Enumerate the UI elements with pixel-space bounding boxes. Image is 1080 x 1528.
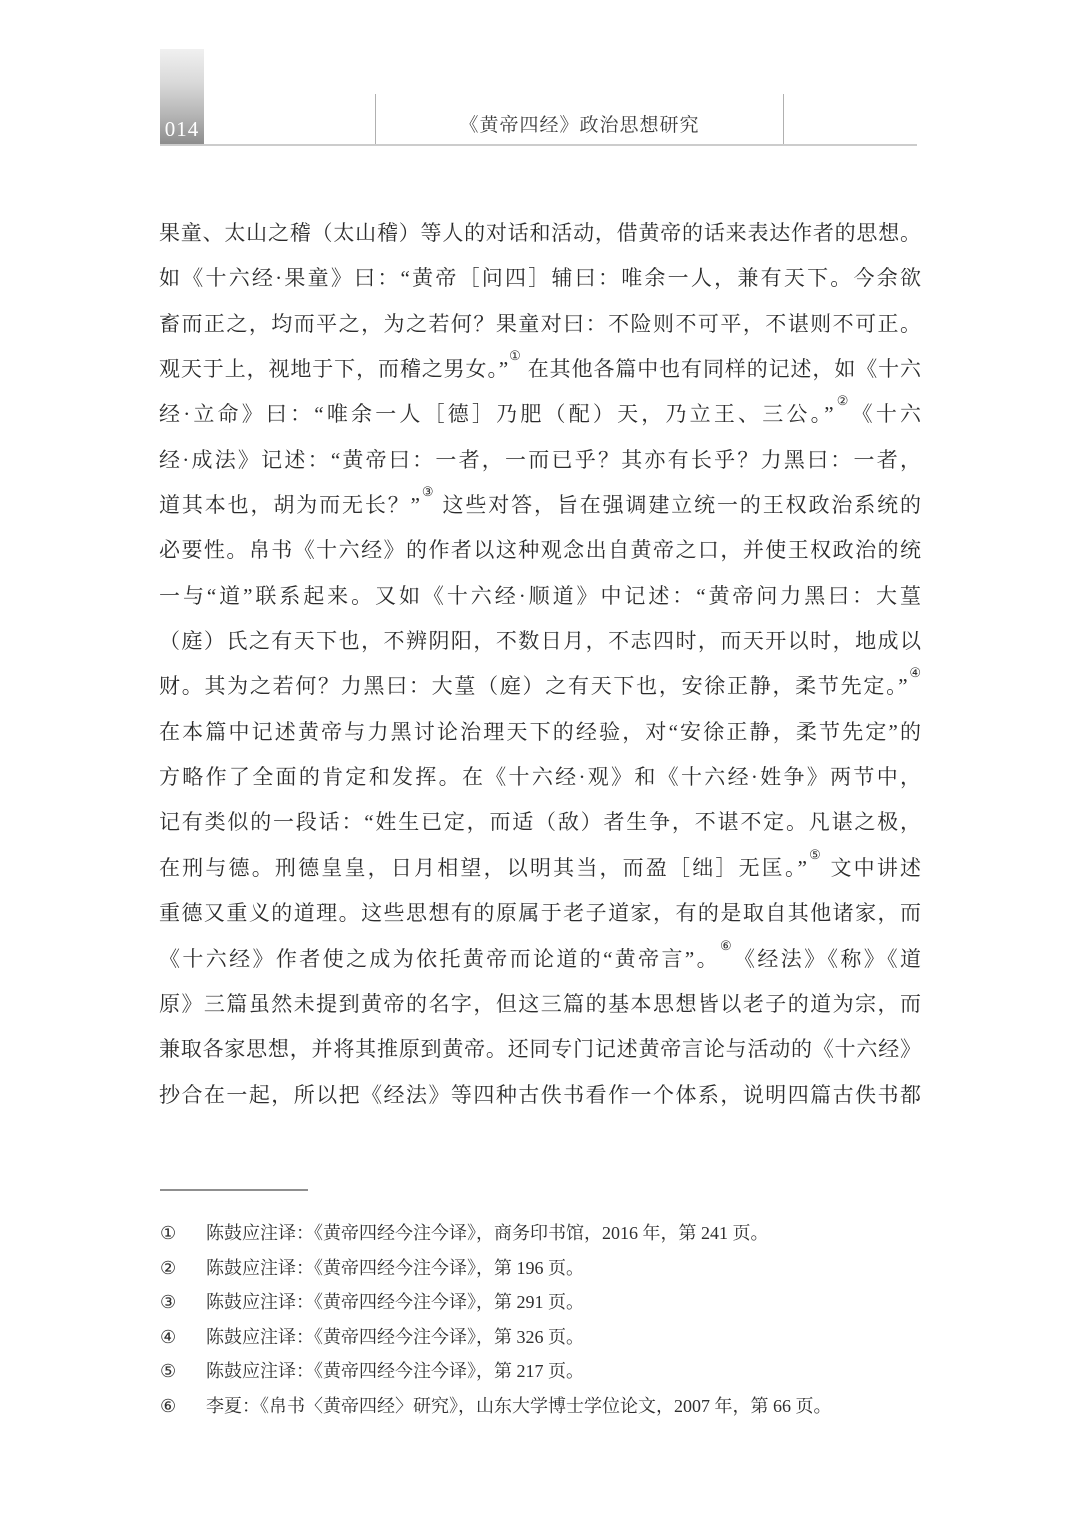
footnote-text: 陈鼓应注译：《黄帝四经今注今译》，第 326 页。 [206, 1326, 584, 1347]
body-text-line: 经·成法》记述：“黄帝曰：一者，一而已乎？其亦有长乎？力黑曰：一者， [159, 447, 921, 472]
body-text-line: 畜而正之，均而平之，为之若何？果童对曰：不险则不可平，不谌则不可正。 [159, 311, 921, 336]
body-text-line: 道其本也，胡为而无长？”③ 这些对答，旨在强调建立统一的王权政治系统的 [159, 484, 921, 518]
footnote-item [160, 1216, 922, 1251]
body-text-line: 抄合在一起，所以把《经法》等四种古佚书看作一个体系，说明四篇古佚书都 [159, 1082, 921, 1107]
footnote-item [160, 1389, 922, 1424]
footnote-text: 陈鼓应注译：《黄帝四经今注今译》，第 196 页。 [206, 1257, 584, 1278]
page-number-gradient-block [160, 49, 204, 146]
footnote-marker: ⑤ [160, 1361, 177, 1382]
footnote-item [160, 1285, 922, 1320]
footnote-list [160, 1216, 922, 1424]
header-tick-right [783, 94, 784, 144]
body-text-line: 兼取各家思想，并将其推原到黄帝。还同专门记述黄帝言论与活动的《十六经》 [159, 1037, 921, 1062]
body-text-line: 经·立命》曰：“唯余一人［德］乃肥（配）天，乃立王、三公。”②《十六 [159, 393, 922, 427]
footnote-ref: ③ [419, 484, 436, 500]
footnote-ref: ⑥ [719, 937, 735, 953]
body-text [159, 211, 921, 1118]
footnote-text: 李夏：《帛书〈黄帝四经〉研究》，山东大学博士学位论文，2007 年，第 66 页。 [206, 1395, 832, 1416]
page-number: 014 [164, 117, 200, 141]
footnote-ref: ④ [907, 665, 922, 681]
footnote-item [160, 1251, 922, 1286]
body-text-line: 在本篇中记述黄帝与力黑讨论治理天下的经验，对“安徐正静，柔节先定”的 [159, 719, 921, 744]
body-text-line: 如《十六经·果童》曰：“黄帝［问四］辅曰：唯余一人，兼有天下。今余欲 [159, 266, 921, 291]
footnote-text: 陈鼓应注译：《黄帝四经今注今译》，商务印书馆，2016 年，第 241 页。 [206, 1223, 769, 1243]
body-text-line: 原》三篇虽然未提到黄帝的名字，但这三篇的基本思想皆以老子的道为宗，而 [159, 991, 921, 1016]
body-text-line: 方略作了全面的肯定和发挥。在《十六经·观》和《十六经·姓争》两节中， [159, 765, 921, 790]
running-head-title: 《黄帝四经》政治思想研究 [459, 115, 700, 136]
footnote-text: 陈鼓应注译：《黄帝四经今注今译》，第 217 页。 [206, 1361, 584, 1382]
footnote-ref: ⑤ [806, 846, 824, 862]
body-text-line: 必要性。帛书《十六经》的作者以这种观念出自黄帝之口，并使王权政治的统 [159, 538, 921, 563]
body-text-line: 观天于上，视地于下，而稽之男女。”① 在其他各篇中也有同样的记述，如《十六 [159, 348, 922, 382]
header-rule [160, 144, 917, 146]
body-text-line: 记有类似的一段话：“姓生已定，而适（敌）者生争，不谌不定。凡谌之极， [159, 810, 921, 835]
body-text-line: 重德又重义的道理。这些思想有的原属于老子道家，有的是取自其他诸家，而 [159, 901, 921, 926]
body-text-line: 一与“道”联系起来。又如《十六经·顺道》中记述：“黄帝问力黑曰：大葟 [159, 583, 921, 608]
footnote-marker: ⑥ [160, 1395, 177, 1416]
body-text-line: 在刑与德。刑德皇皇，日月相望，以明其当，而盈［绌］无匡。”⑤ 文中讲述 [159, 846, 922, 880]
footnote-marker: ② [160, 1257, 177, 1278]
body-text-line: 《十六经》作者使之成为依托黄帝而论道的“黄帝言”。⑥《经法》《称》《道 [159, 937, 922, 971]
footnote-marker: ③ [160, 1292, 177, 1313]
footnote-marker: ① [160, 1223, 177, 1243]
body-text-line: （庭）氏之有天下也，不辨阴阳，不数日月，不志四时，而天开以时，地成以 [159, 629, 921, 654]
footnote-item [160, 1354, 922, 1389]
footnote-separator [160, 1189, 308, 1191]
body-text-line: 财。其为之若何？力黑曰：大葟（庭）之有天下也，安徐正静，柔节先定。”④ [159, 665, 922, 699]
footnote-ref: ① [508, 348, 522, 364]
footnote-ref: ② [833, 393, 852, 409]
footnote-item [160, 1320, 922, 1355]
footnote-marker: ④ [160, 1326, 177, 1347]
body-text-line: 果童、太山之稽（太山稽）等人的对话和活动，借黄帝的话来表达作者的思想。 [159, 221, 921, 245]
footnote-text: 陈鼓应注译：《黄帝四经今注今译》，第 291 页。 [206, 1292, 584, 1313]
